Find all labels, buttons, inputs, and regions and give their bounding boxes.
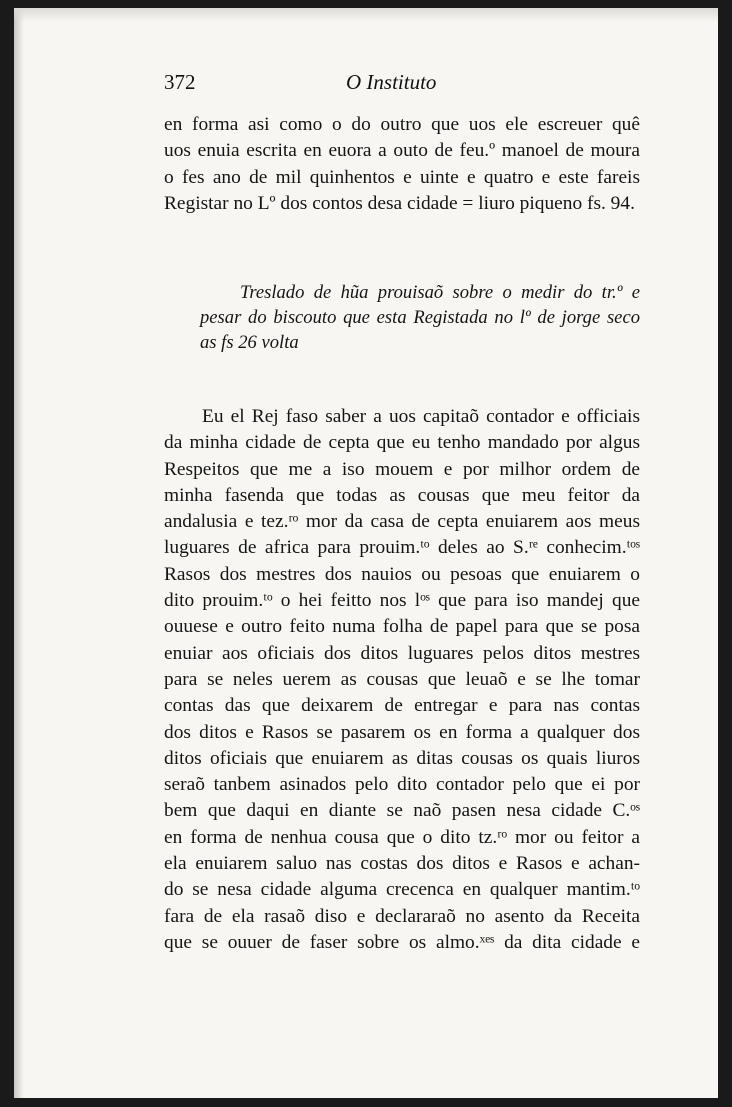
running-head (164, 70, 654, 100)
text-line: Rasos dos mestres dos nauios ou pesoas que enuiarem o (164, 563, 640, 585)
section-heading (200, 280, 640, 355)
heading-line: as fs 26 volta (200, 332, 299, 353)
text-line: dito prouim.ᵗᵒ o hei feitto nos lᵒˢ que para iso mandej que (164, 590, 640, 612)
text-line: ela enuiarem saluo nas costas dos ditos e Rasos e achan- (164, 853, 640, 875)
text-line: contas das que deixarem de entregar e para nas contas (164, 695, 640, 717)
scan-edge-shadow-top (14, 8, 718, 22)
text-line: Respeitos que me a iso mouem e por milhor ordem de (164, 458, 640, 480)
text-line: da minha cidade de cepta que eu tenho mandado por algus (164, 432, 640, 454)
text-line: uos enuia escrita en euora a outo de feu.º manoel de moura (164, 140, 640, 162)
text-line: dos ditos e Rasos se pasarem os en forma a qualquer dos (164, 721, 640, 743)
text-line: ouuese e outro feito numa folha de papel para que se posa (164, 616, 640, 638)
text-line: fara de ela rasaõ diso e declararaõ no asento da Receita (164, 905, 640, 927)
text-line: andalusia e tez.ʳᵒ mor da casa de cepta enuiarem aos meus (164, 511, 640, 533)
text-line: Registar no Lº dos contos desa cidade = liuro piqueno fs. 94. (164, 192, 635, 214)
text-line: que se ouuer de faser sobre os almo.ˣᵉˢ da dita cidade e (164, 931, 640, 953)
text-line: seraõ tanbem asinados pelo dito contador pelo que ei por (164, 774, 640, 796)
text-line: do se nesa cidade alguma crecenca en qualquer mantim.ᵗᵒ (164, 879, 640, 901)
heading-line: pesar do biscouto que esta Registada no lº de jorge seco (200, 307, 640, 328)
text-line: en forma de nenhua cousa que o dito tz.ʳᵒ mor ou feitor a (164, 826, 640, 848)
text-line: en forma asi como o do outro que uos ele escreuer quê (164, 114, 640, 135)
text-line: para se neles uerem as cousas que leuaõ e se lhe tomar (164, 668, 640, 690)
scan-edge-shadow-left (14, 8, 24, 1098)
text-line: minha fasenda que todas as cousas que meu feitor da (164, 484, 640, 506)
page-number: 372 (164, 70, 196, 94)
text-line: enuiar aos oficiais dos ditos luguares pelos ditos mestres (164, 642, 640, 664)
text-line: Eu el Rej faso saber a uos capitaõ contador e officiais (202, 406, 640, 427)
text-line: bem que daqui en diante se naõ pasen nesa cidade C.ᵒˢ (164, 800, 640, 822)
scanned-page (14, 8, 718, 1098)
running-title: O Instituto (346, 70, 437, 94)
text-line: ditos oficiais que enuiarem as ditas cousas os quais liuros (164, 747, 640, 769)
paragraph-2 (164, 404, 640, 956)
heading-line: Treslado de hũa prouisaõ sobre o medir do tr.º e (240, 282, 640, 303)
text-line: luguares de africa para prouim.ᵗᵒ deles ao S.ʳᵉ conhecim.ᵗᵒˢ (164, 537, 640, 559)
text-line: o fes ano de mil quinhentos e uinte e quatro e este fareis (164, 166, 640, 188)
paragraph-1 (164, 112, 640, 217)
